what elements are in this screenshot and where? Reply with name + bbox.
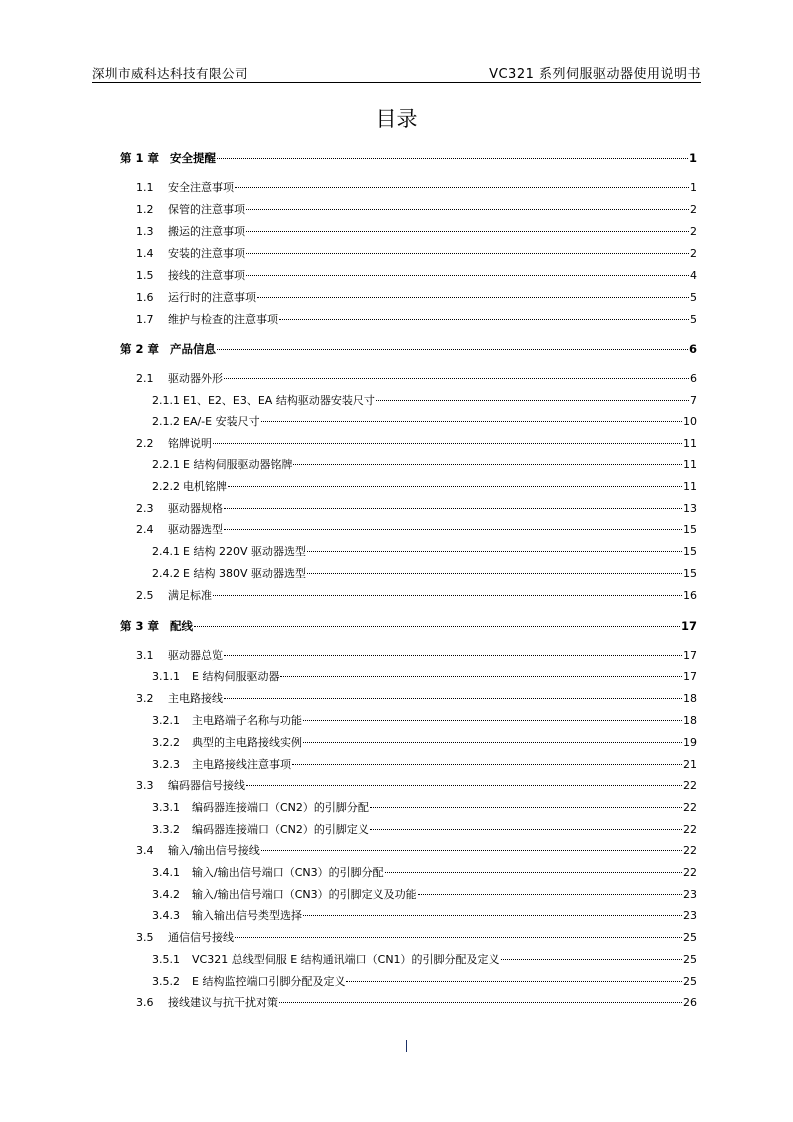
toc-entry-number: 3.6 bbox=[136, 996, 154, 1009]
toc-entry-label: 保管的注意事项 bbox=[168, 203, 245, 216]
toc-entry-number: 1.5 bbox=[136, 269, 154, 282]
dot-leader bbox=[280, 675, 682, 677]
dot-leader bbox=[376, 399, 689, 401]
dot-leader bbox=[279, 1001, 682, 1003]
toc-entry-number: 3.5.2 bbox=[152, 975, 180, 988]
toc-entry-number: 3.2.1 bbox=[152, 714, 180, 727]
toc-entry-number: 2.4.1 bbox=[152, 545, 180, 558]
page-header bbox=[92, 62, 701, 83]
toc-entry-label: 输入/输出信号接线 bbox=[168, 844, 260, 857]
toc-entry-label: 编码器信号接线 bbox=[168, 779, 245, 792]
toc-entry-label: E 结构监控端口引脚分配及定义 bbox=[192, 975, 346, 988]
toc-entry[interactable] bbox=[136, 224, 697, 240]
toc-entry-number: 3.5.1 bbox=[152, 953, 180, 966]
toc-entry-page: 2 bbox=[690, 225, 697, 238]
toc-entry-page: 2 bbox=[690, 247, 697, 260]
toc-entry-number: 1.3 bbox=[136, 225, 154, 238]
toc-entry-page: 23 bbox=[683, 888, 697, 901]
page-number-mark bbox=[406, 1040, 407, 1052]
toc-entry[interactable] bbox=[136, 588, 697, 604]
toc-entry-number: 3.4.1 bbox=[152, 866, 180, 879]
toc-entry[interactable] bbox=[152, 735, 697, 751]
toc-entry-label: EA/-E 安装尺寸 bbox=[183, 415, 260, 428]
toc-entry[interactable] bbox=[120, 150, 697, 166]
toc-entry-label: 安全提醒 bbox=[170, 151, 216, 165]
toc-entry[interactable] bbox=[152, 952, 697, 968]
toc-entry-page: 21 bbox=[683, 758, 697, 771]
dot-leader bbox=[370, 806, 682, 808]
toc-entry[interactable] bbox=[120, 341, 697, 357]
dot-leader bbox=[307, 572, 682, 574]
toc-entry-page: 19 bbox=[683, 736, 697, 749]
toc-entry[interactable] bbox=[136, 778, 697, 794]
toc-entry[interactable] bbox=[152, 669, 697, 685]
toc-entry[interactable] bbox=[136, 691, 697, 707]
toc-entry-number: 2.1.1 bbox=[152, 394, 180, 407]
toc-entry-number: 1.1 bbox=[136, 181, 154, 194]
toc-entry[interactable] bbox=[152, 713, 697, 729]
dot-leader bbox=[418, 893, 682, 895]
toc-entry-number: 2.2.1 bbox=[152, 458, 180, 471]
toc-entry-number: 1.6 bbox=[136, 291, 154, 304]
toc-entry-number: 3.4.3 bbox=[152, 909, 180, 922]
dot-leader bbox=[224, 654, 682, 656]
toc-entry-label: 配线 bbox=[170, 619, 193, 633]
dot-leader bbox=[385, 871, 682, 873]
manual-title: VC321 系列伺服驱动器使用说明书 bbox=[489, 67, 701, 82]
toc-entry-page: 23 bbox=[683, 909, 697, 922]
dot-leader bbox=[213, 594, 682, 596]
dot-leader bbox=[224, 377, 689, 379]
toc-entry[interactable] bbox=[152, 800, 697, 816]
toc-entry-number: 3.5 bbox=[136, 931, 154, 944]
toc-entry[interactable] bbox=[152, 457, 697, 473]
toc-entry[interactable] bbox=[136, 180, 697, 196]
toc-entry-number: 3.3 bbox=[136, 779, 154, 792]
dot-leader bbox=[303, 914, 682, 916]
toc-entry-page: 15 bbox=[683, 567, 697, 580]
toc-entry-label: 驱动器选型 bbox=[168, 523, 223, 536]
toc-entry[interactable] bbox=[152, 887, 697, 903]
toc-entry-label: 满足标准 bbox=[168, 589, 212, 602]
toc-entry-label: 产品信息 bbox=[170, 342, 216, 356]
toc-entry-number: 1.2 bbox=[136, 203, 154, 216]
toc-entry-label: E 结构 380V 驱动器选型 bbox=[183, 567, 306, 580]
toc-entry[interactable] bbox=[136, 436, 697, 452]
toc-entry-number: 3.1 bbox=[136, 649, 154, 662]
toc-entry[interactable] bbox=[152, 822, 697, 838]
toc-entry-page: 5 bbox=[690, 291, 697, 304]
toc-entry-page: 18 bbox=[683, 692, 697, 705]
toc-entry-number: 2.2.2 bbox=[152, 480, 180, 493]
toc-entry[interactable] bbox=[136, 843, 697, 859]
dot-leader bbox=[217, 348, 688, 350]
toc-entry-label: 主电路接线注意事项 bbox=[192, 758, 291, 771]
toc-entry[interactable] bbox=[152, 865, 697, 881]
toc-entry-label: E 结构 220V 驱动器选型 bbox=[183, 545, 306, 558]
toc-entry[interactable] bbox=[136, 202, 697, 218]
toc-entry-number: 第 3 章 bbox=[120, 619, 160, 633]
dot-leader bbox=[224, 697, 682, 699]
dot-leader bbox=[235, 936, 682, 938]
toc-entry-label: 编码器连接端口（CN2）的引脚定义 bbox=[192, 823, 369, 836]
toc-entry-number: 2.1.2 bbox=[152, 415, 180, 428]
dot-leader bbox=[307, 550, 682, 552]
toc-entry-page: 17 bbox=[680, 619, 697, 633]
dot-leader bbox=[246, 208, 689, 210]
toc-entry[interactable] bbox=[136, 371, 697, 387]
toc-entry-page: 22 bbox=[683, 801, 697, 814]
toc-entry-label: 安装的注意事项 bbox=[168, 247, 245, 260]
toc-entry-page: 22 bbox=[683, 844, 697, 857]
company-name: 深圳市威科达科技有限公司 bbox=[92, 66, 249, 81]
toc-entry-page: 15 bbox=[683, 545, 697, 558]
dot-leader bbox=[246, 252, 689, 254]
toc-entry-label: 通信信号接线 bbox=[168, 931, 234, 944]
toc-entry-page: 22 bbox=[683, 866, 697, 879]
toc-entry-page: 25 bbox=[683, 931, 697, 944]
toc-entry-page: 15 bbox=[683, 523, 697, 536]
dot-leader bbox=[257, 296, 689, 298]
toc-entry[interactable] bbox=[136, 648, 697, 664]
toc-entry-label: 接线的注意事项 bbox=[168, 269, 245, 282]
toc-entry-number: 2.4.2 bbox=[152, 567, 180, 580]
toc-entry-number: 3.3.1 bbox=[152, 801, 180, 814]
toc-entry[interactable] bbox=[136, 268, 697, 284]
toc-entry-page: 18 bbox=[683, 714, 697, 727]
toc-entry-page: 22 bbox=[683, 779, 697, 792]
dot-leader bbox=[246, 274, 689, 276]
toc-entry-page: 17 bbox=[683, 670, 697, 683]
toc-entry[interactable] bbox=[136, 312, 697, 328]
toc-entry-number: 2.2 bbox=[136, 437, 154, 450]
dot-leader bbox=[501, 958, 682, 960]
dot-leader bbox=[346, 980, 682, 982]
toc-entry-number: 3.2.3 bbox=[152, 758, 180, 771]
toc-entry[interactable] bbox=[120, 618, 697, 634]
toc-entry-page: 16 bbox=[683, 589, 697, 602]
dot-leader bbox=[235, 186, 689, 188]
toc-entry-number: 2.3 bbox=[136, 502, 154, 515]
dot-leader bbox=[217, 157, 688, 159]
toc-entry-number: 2.4 bbox=[136, 523, 154, 536]
toc-entry[interactable] bbox=[136, 995, 697, 1011]
toc-entry-label: 搬运的注意事项 bbox=[168, 225, 245, 238]
toc-entry-page: 10 bbox=[683, 415, 697, 428]
toc-entry-label: 维护与检查的注意事项 bbox=[168, 313, 278, 326]
toc-entry-label: VC321 总线型伺服 E 结构通讯端口（CN1）的引脚分配及定义 bbox=[192, 953, 500, 966]
toc-entry[interactable] bbox=[136, 930, 697, 946]
toc-entry-page: 2 bbox=[690, 203, 697, 216]
toc-entry-page: 1 bbox=[690, 181, 697, 194]
toc-entry-number: 1.4 bbox=[136, 247, 154, 260]
toc-entry-label: 典型的主电路接线实例 bbox=[192, 736, 302, 749]
toc-entry-number: 3.2 bbox=[136, 692, 154, 705]
toc-entry[interactable] bbox=[152, 974, 697, 990]
toc-entry-label: 输入/输出信号端口（CN3）的引脚分配 bbox=[192, 866, 384, 879]
toc-entry-label: 驱动器规格 bbox=[168, 502, 223, 515]
toc-entry-page: 1 bbox=[688, 151, 697, 165]
toc-entry-number: 3.2.2 bbox=[152, 736, 180, 749]
dot-leader bbox=[246, 784, 682, 786]
toc-entry-label: 驱动器外形 bbox=[168, 372, 223, 385]
toc-entry-label: E 结构伺服驱动器铭牌 bbox=[183, 458, 293, 471]
toc-entry-page: 11 bbox=[683, 480, 697, 493]
toc-entry-label: 电机铭牌 bbox=[183, 480, 227, 493]
dot-leader bbox=[303, 719, 682, 721]
toc-entry[interactable] bbox=[152, 393, 697, 409]
toc-entry-number: 第 1 章 bbox=[120, 151, 160, 165]
toc-entry-page: 5 bbox=[690, 313, 697, 326]
dot-leader bbox=[246, 230, 689, 232]
toc-entry-number: 1.7 bbox=[136, 313, 154, 326]
dot-leader bbox=[194, 625, 680, 627]
toc-entry[interactable] bbox=[152, 908, 697, 924]
toc-entry-page: 6 bbox=[688, 342, 697, 356]
dot-leader bbox=[279, 318, 689, 320]
toc-entry-label: 主电路接线 bbox=[168, 692, 223, 705]
toc-entry[interactable] bbox=[136, 290, 697, 306]
toc-entry[interactable] bbox=[152, 757, 697, 773]
toc-entry-page: 13 bbox=[683, 502, 697, 515]
toc-entry-number: 3.4.2 bbox=[152, 888, 180, 901]
toc-entry-page: 22 bbox=[683, 823, 697, 836]
toc-entry-label: 安全注意事项 bbox=[168, 181, 234, 194]
toc-entry-page: 17 bbox=[683, 649, 697, 662]
toc-entry-number: 2.5 bbox=[136, 589, 154, 602]
toc-entry-page: 26 bbox=[683, 996, 697, 1009]
toc-entry[interactable] bbox=[152, 544, 697, 560]
toc-entry-label: 铭牌说明 bbox=[168, 437, 212, 450]
toc-entry[interactable] bbox=[152, 414, 697, 430]
toc-entry[interactable] bbox=[152, 479, 697, 495]
toc-entry-number: 3.4 bbox=[136, 844, 154, 857]
dot-leader bbox=[293, 463, 682, 465]
toc-entry-page: 25 bbox=[683, 975, 697, 988]
toc-entry[interactable] bbox=[136, 522, 697, 538]
toc-entry-label: 驱动器总览 bbox=[168, 649, 223, 662]
toc-entry-label: 编码器连接端口（CN2）的引脚分配 bbox=[192, 801, 369, 814]
toc-entry-number: 第 2 章 bbox=[120, 342, 160, 356]
dot-leader bbox=[370, 828, 682, 830]
dot-leader bbox=[224, 507, 682, 509]
toc-entry-page: 11 bbox=[683, 458, 697, 471]
dot-leader bbox=[261, 849, 682, 851]
toc-entry-page: 7 bbox=[690, 394, 697, 407]
toc-entry-label: E 结构伺服驱动器 bbox=[192, 670, 280, 683]
toc-entry-label: 输入/输出信号端口（CN3）的引脚定义及功能 bbox=[192, 888, 417, 901]
toc-entry[interactable] bbox=[152, 566, 697, 582]
toc-entry-label: 主电路端子名称与功能 bbox=[192, 714, 302, 727]
dot-leader bbox=[228, 485, 682, 487]
toc-entry-number: 2.1 bbox=[136, 372, 154, 385]
toc-entry-number: 3.1.1 bbox=[152, 670, 180, 683]
toc-entry-label: 运行时的注意事项 bbox=[168, 291, 256, 304]
toc-entry-page: 11 bbox=[683, 437, 697, 450]
toc-entry-page: 25 bbox=[683, 953, 697, 966]
toc-entry-page: 6 bbox=[690, 372, 697, 385]
dot-leader bbox=[292, 763, 682, 765]
toc-entry-label: E1、E2、E3、EA 结构驱动器安装尺寸 bbox=[183, 394, 375, 407]
page-title: 目录 bbox=[375, 107, 418, 131]
dot-leader bbox=[303, 741, 682, 743]
toc-entry-number: 3.3.2 bbox=[152, 823, 180, 836]
dot-leader bbox=[213, 442, 682, 444]
toc-entry-label: 输入输出信号类型选择 bbox=[192, 909, 302, 922]
toc-entry[interactable] bbox=[136, 246, 697, 262]
toc-entry-label: 接线建议与抗干扰对策 bbox=[168, 996, 278, 1009]
toc-entry-page: 4 bbox=[690, 269, 697, 282]
dot-leader bbox=[261, 420, 682, 422]
dot-leader bbox=[224, 528, 682, 530]
toc-entry[interactable] bbox=[136, 501, 697, 517]
